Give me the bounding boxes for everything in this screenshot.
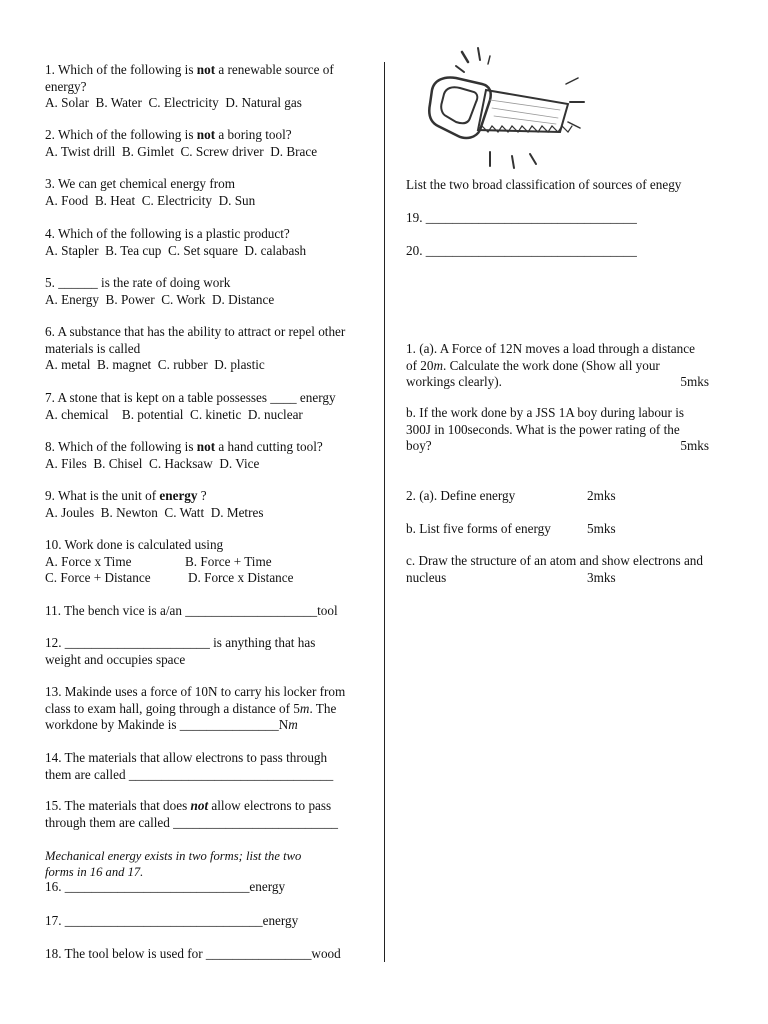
- q17-text: 17. ______________________________energy: [45, 913, 299, 928]
- q15-text: 15. The materials that does: [45, 798, 191, 813]
- mech-note-line2: forms in 16 and 17.: [45, 864, 144, 879]
- q9-options: A. Joules B. Newton C. Watt D. Metres: [45, 504, 264, 520]
- q13-line2: class to exam hall, going through a distance of 5: [45, 700, 300, 716]
- q4-options: A. Stapler B. Tea cup C. Set square D. calabash: [45, 242, 307, 258]
- q1-bold: not: [196, 62, 216, 77]
- question-9: [45, 488, 370, 521]
- theory-1a: [406, 341, 736, 391]
- q13-line1: 13. Makinde uses a force of 10N to carry his locker from: [45, 684, 346, 699]
- question-11: [45, 603, 370, 620]
- q20-text: 20. ________________________________: [406, 243, 637, 258]
- q12-line2: weight and occupies space: [45, 651, 186, 667]
- q16-text: 16. ____________________________energy: [45, 879, 286, 894]
- t1b-line2: 300J in 100seconds. What is the power rating of the: [406, 421, 680, 437]
- q14-line1: 14. The materials that allow electrons to pass through: [45, 750, 328, 765]
- q10-text: 10. Work done is calculated using: [45, 537, 224, 552]
- question-18: [45, 946, 370, 963]
- q11-text: 11. The bench vice is a/an ____________________tool: [45, 603, 338, 618]
- q2-bold: not: [196, 127, 216, 142]
- question-15: [45, 798, 370, 831]
- theory-2a: [406, 488, 736, 505]
- q7-options: A. chemical B. potential C. kinetic D. nuclear: [45, 406, 303, 422]
- question-14: [45, 750, 370, 783]
- q1-line2: energy?: [45, 78, 87, 94]
- q15-line2: through them are called _________________________: [45, 814, 339, 830]
- q8-options: A. Files B. Chisel C. Hacksaw D. Vice: [45, 455, 260, 471]
- question-4: [45, 226, 370, 259]
- question-1: [45, 62, 370, 112]
- q10-option-c: C. Force + Distance: [45, 570, 151, 585]
- t2b-marks: 5mks: [587, 521, 616, 536]
- t2b-text: b. List five forms of energy: [406, 521, 551, 536]
- q15-bold: not: [190, 798, 209, 813]
- question-2: [45, 127, 370, 160]
- q1-text: 1. Which of the following is: [45, 62, 197, 77]
- question-10: [45, 537, 370, 587]
- question-12: [45, 635, 370, 668]
- q2-options: A. Twist drill B. Gimlet C. Screw driver D. Brace: [45, 143, 318, 159]
- q9-text-end: ?: [197, 488, 207, 503]
- t2c-line1: c. Draw the structure of an atom and show electrons and: [406, 553, 703, 568]
- question-13: [45, 684, 370, 734]
- q7-text: 7. A stone that is kept on a table possesses ____ energy: [45, 390, 336, 405]
- t2c-line2: nucleus: [406, 569, 447, 585]
- sources-prompt-text: List the two broad classification of sources of enegy: [406, 177, 682, 192]
- column-divider: [384, 62, 385, 962]
- q13-line2-end: . The: [309, 700, 337, 716]
- q10-option-b: B. Force + Time: [185, 553, 272, 569]
- t1b-line1: b. If the work done by a JSS 1A boy during labour is: [406, 405, 685, 420]
- t1a-line2-end: . Calculate the work done (Show all your: [443, 357, 660, 373]
- q3-text: 3. We can get chemical energy from: [45, 176, 235, 191]
- question-17: [45, 913, 370, 930]
- q6-line1: 6. A substance that has the ability to attract or repel other: [45, 324, 346, 339]
- q3-options: A. Food B. Heat C. Electricity D. Sun: [45, 192, 256, 208]
- q2-text: 2. Which of the following is: [45, 127, 197, 142]
- q8-text: 8. Which of the following is: [45, 439, 197, 454]
- t1a-line3: workings clearly).: [406, 374, 502, 389]
- q6-options: A. metal B. magnet C. rubber D. plastic: [45, 357, 265, 372]
- q6-line2: materials is called: [45, 340, 141, 356]
- t1a-line1: 1. (a). A Force of 12N moves a load through a distance: [406, 341, 695, 356]
- q9-text: 9. What is the unit of: [45, 488, 160, 503]
- q19-text: 19. ________________________________: [406, 210, 637, 225]
- t1b-marks: 5mks: [680, 438, 709, 453]
- q10-option-a: A. Force x Time: [45, 553, 132, 569]
- q2-text-end: a boring tool?: [215, 127, 292, 142]
- q13-line3: workdone by Makinde is _______________N: [45, 717, 289, 732]
- q1-options: A. Solar B. Water C. Electricity D. Natural gas: [45, 95, 302, 110]
- q8-text-end: a hand cutting tool?: [215, 439, 323, 454]
- q8-bold: not: [196, 439, 216, 454]
- question-5: [45, 275, 370, 308]
- question-16: [45, 879, 370, 896]
- theory-2c: [406, 553, 736, 586]
- t1a-unit-m: m: [433, 357, 444, 373]
- t2a-text: 2. (a). Define energy: [406, 488, 516, 503]
- q13-unit-m: m: [299, 700, 310, 716]
- q14-line2: them are called _______________________________: [45, 766, 334, 782]
- sources-prompt: [406, 177, 736, 194]
- q4-text: 4. Which of the following is a plastic product?: [45, 226, 290, 241]
- question-6: [45, 324, 370, 374]
- q18-text: 18. The tool below is used for ________________wood: [45, 946, 341, 961]
- handsaw-icon: [420, 44, 590, 174]
- theory-2b: [406, 521, 736, 538]
- question-8: [45, 439, 370, 472]
- q5-options: A. Energy B. Power C. Work D. Distance: [45, 291, 275, 307]
- t1b-line3: boy?: [406, 438, 432, 453]
- q9-bold: energy: [159, 488, 198, 503]
- q1-text-end: a renewable source of: [215, 62, 334, 77]
- q12-line1: 12. ______________________ is anything that has: [45, 635, 316, 650]
- question-3: [45, 176, 370, 209]
- t1a-marks: 5mks: [680, 374, 709, 389]
- question-20: [406, 243, 736, 260]
- q5-text: 5. ______ is the rate of doing work: [45, 275, 231, 290]
- q15-text-end: allow electrons to pass: [208, 798, 332, 813]
- question-19: [406, 210, 736, 227]
- t2a-marks: 2mks: [587, 488, 616, 503]
- q10-option-d: D. Force x Distance: [188, 570, 294, 585]
- mech-note-line1: Mechanical energy exists in two forms; list the two: [45, 849, 302, 863]
- q13-unit-nm: m: [288, 717, 298, 732]
- mechanical-energy-note: [45, 849, 370, 880]
- t2c-marks: 3mks: [587, 569, 616, 585]
- t1a-line2: of 20: [406, 357, 434, 373]
- question-7: [45, 390, 370, 423]
- theory-1b: [406, 405, 736, 455]
